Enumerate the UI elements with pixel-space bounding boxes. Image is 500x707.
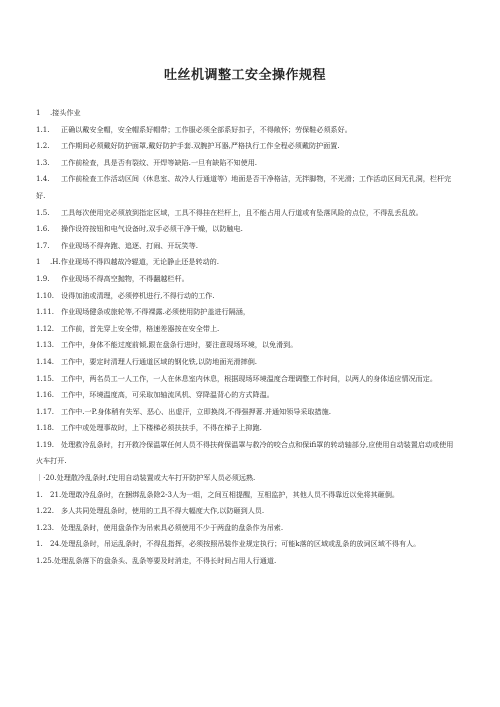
- clause-text: .接头作业: [50, 108, 81, 117]
- page-title: 吐丝机调整工安全操作规程: [163, 68, 326, 83]
- clause-number: 1.5.: [36, 207, 50, 217]
- paragraph: [36, 420, 454, 437]
- clause-number: 1.11.: [36, 307, 55, 317]
- clause-number: 1: [36, 108, 41, 117]
- clause-text: 多人共同处理乱条时，使用的工具不得大幅度大作,以防砸到人员.: [61, 506, 265, 516]
- paragraph: [36, 337, 454, 354]
- clause-number: 1.13.: [36, 340, 55, 350]
- clause-text: 正确以戴安全帽，安全帽系好帽带；工作服必须全部系好扣子，不得敞怀；劳保鞋必须系好。: [61, 124, 352, 134]
- paragraph: [36, 354, 454, 371]
- clause-number: 1.2.: [36, 141, 50, 151]
- paragraph: [36, 254, 454, 271]
- paragraph: [36, 470, 454, 487]
- clause-text: 工作中，环境温度高，可采取加轴流风机、穿降温背心的方式降温。: [61, 390, 274, 400]
- paragraph: [36, 321, 454, 338]
- clause-number: 1.7.: [36, 240, 50, 250]
- paragraph: [36, 536, 454, 553]
- paragraph: [36, 105, 454, 122]
- paragraph: [36, 371, 454, 388]
- paragraph: [36, 171, 454, 204]
- document-body: [36, 105, 454, 570]
- clause-text: 工作前，首先穿上安全带，格速差器按在安全带上.: [61, 323, 220, 333]
- paragraph: [36, 205, 454, 222]
- clause-number: 1.17.: [36, 406, 55, 416]
- clause-number: 1.9.: [36, 273, 50, 283]
- clause-text: 工作期间必须戴好防护面罩,戴好防护手套.双腕护耳器,严格执行工作全程必须戴防护面置.: [61, 141, 340, 151]
- paragraph: [36, 304, 454, 321]
- clause-number: 1.: [36, 539, 43, 549]
- clause-number: 1: [36, 257, 41, 267]
- clause-text: 工作中，两名员工一人工作，一人在休息室内休息，根据现场环境温度合理调整工作时间，以两人的身体适应情况而定。: [61, 373, 437, 383]
- clause-text: .H.作业现场不得四越故冷辊道，无论静止还是转动的.: [50, 257, 220, 267]
- clause-number: 1.4.: [36, 174, 50, 184]
- clause-number: 1.: [36, 489, 43, 499]
- paragraph: [36, 221, 454, 238]
- paragraph: [36, 553, 454, 570]
- clause-text: 工作中，要定时清理人行通道区域的钢化铁,以防地面光滑摔倒.: [61, 356, 258, 366]
- clause-text: 操作设符按钮和电气设备时,双手必须干净干燥，以防触电.: [61, 224, 243, 234]
- paragraph: [36, 487, 454, 504]
- paragraph: [36, 520, 454, 537]
- clause-text: 工作前检查，具是否有裂纹、开焊等缺陷.一旦有缺陷不知使用.: [61, 157, 258, 167]
- paragraph: [36, 288, 454, 305]
- paragraph: [36, 387, 454, 404]
- clause-number: 1.23.: [36, 522, 55, 532]
- clause-text: 工具每次使用完必须放到指定区域，工具不得挂在栏杆上，且不能占用人行道或有坠落风险的点位，不得乱丢乱放。: [61, 207, 423, 217]
- clause-text: 设得加油或清理，必须停机进行,不得行动的工作.: [61, 290, 215, 300]
- clause-text: 处理乱条时，使用盘条作为吊索具必须使用不少于两盘的盘条作为吊索.: [61, 522, 284, 532]
- clause-number: 1.19.: [36, 439, 55, 449]
- paragraph: [36, 122, 454, 139]
- clause-text: 1.25.处理乱条落下的盘条头、乱条等要及时消走，不得长时间占用人行通道.: [36, 556, 277, 566]
- clause-text: 作业现场健条或旅轮等,不得裸露.必须使用防护盖进行隔涵，: [61, 307, 250, 317]
- clause-text: ｜·20.处理散冷乱条时,f史用自动装置或大车打开防护军人员必须远熟.: [36, 473, 256, 483]
- clause-text: 工作中，身体不能过度前倾,跟在盘条行进时，要注意现场环境，以免滑到。: [61, 340, 298, 350]
- clause-text: 作业现场不得高空抛物，不得翻越栏杆。: [61, 273, 189, 283]
- clause-number: 1.6.: [36, 224, 50, 234]
- clause-text: 作业现场不得奔跑、追逐、打闹、开玩笑等.: [61, 240, 199, 250]
- clause-number: 1.14.: [36, 356, 55, 366]
- paragraph: [36, 503, 454, 520]
- clause-number: 1.22.: [36, 506, 55, 516]
- paragraph: [36, 271, 454, 288]
- clause-number: 1.15.: [36, 373, 55, 383]
- clause-number: 1.18.: [36, 423, 55, 433]
- clause-number: 1.10.: [36, 290, 55, 300]
- clause-number: 1.3.: [36, 157, 50, 167]
- paragraph: [36, 155, 454, 172]
- clause-number: 1.16.: [36, 390, 55, 400]
- clause-text: 工作中.一P.身体稍有失军、恶心、出虚汗，立即换岗,不得强押著.并通知领导采取措施.: [61, 406, 331, 416]
- clause-text: 工作中或处理事故时，上下楼梯必须扶扶手，不得在梯子上抑跑.: [61, 423, 262, 433]
- clause-text: 处理救冷乱条时，打开救冷保温罩任何人员不得扶荷保温罩与救冷的咬合点和保ifi罩的转动轴部分,应使用自动装置启动或使用火车打开.: [36, 439, 454, 466]
- clause-text: 24.处理乱条时，吊运乱条时，不得乱指挥，必须按照吊装作业规定执行；可能k落的区域或乱条的放词区域不得有人。: [50, 539, 421, 549]
- paragraph: [36, 437, 454, 470]
- clause-text: 工作前检查工作活动区间（休息室、故冷人行通道等）地面是否干净格洁，无拌脚物，不光滑；工作活动区间无孔洞，栏杆完好.: [36, 174, 452, 200]
- paragraph: [36, 404, 454, 421]
- paragraph: [36, 138, 454, 155]
- clause-number: 1.12.: [36, 323, 55, 333]
- clause-number: 1.1.: [36, 124, 50, 134]
- paragraph: [36, 238, 454, 255]
- clause-text: 21.处理敢冷乱条时，在捆绑乱条除2-3人为一组，之间互相提醒，互相监护，其他人员不得靠近以免将其砸倒。: [50, 489, 400, 499]
